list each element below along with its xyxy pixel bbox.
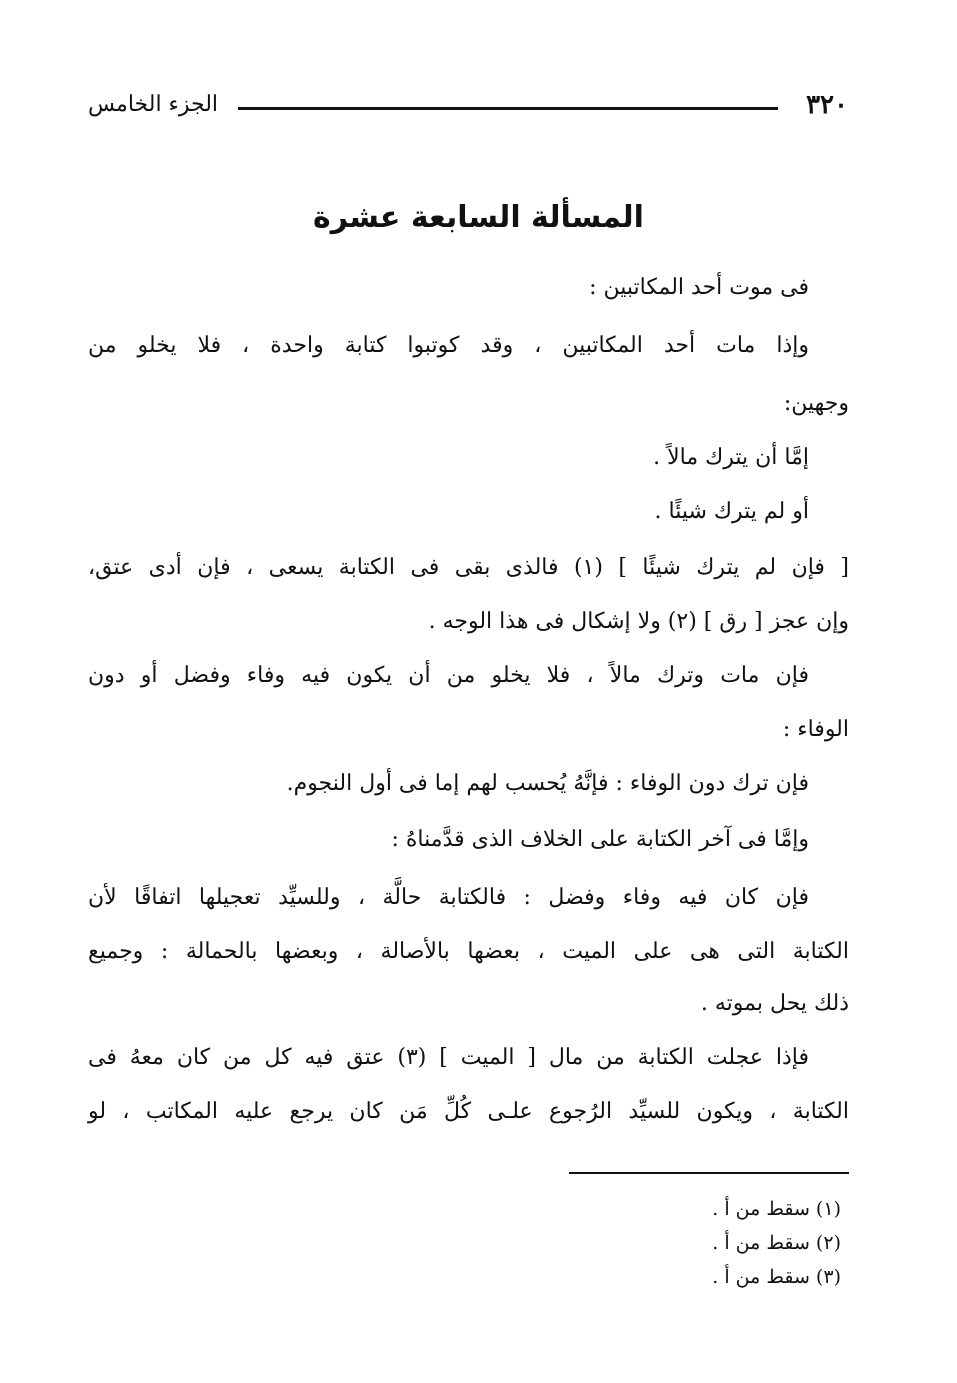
paragraph-line: الكتابة التى هى على الميت ، بعضها بالأصالة ، وبعضها بالحمالة : وجميع	[88, 939, 849, 964]
footnote-rule	[569, 1172, 849, 1174]
paragraph-line: وإمَّا فى آخر الكتابة على الخلاف الذى قدَّمناهُ :	[391, 827, 809, 852]
footnote: (١) سقط من أ .	[712, 1198, 841, 1220]
page-header	[88, 90, 848, 126]
paragraph-line: الوفاء :	[782, 717, 849, 742]
header-rule	[238, 107, 778, 110]
running-title: الجزء الخامس	[88, 92, 219, 117]
section-title: المسألة السابعة عشرة	[313, 200, 644, 235]
paragraph-line: فإن ترك دون الوفاء : فإنَّهُ يُحسب لهم إما فى أول النجوم.	[286, 771, 809, 796]
paragraph-line: وإن عجز [ رق ] (٢) ولا إشكال فى هذا الوجه .	[428, 609, 849, 634]
paragraph-line: فإن مات وترك مالاً ، فلا يخلو من أن يكون فيه وفاء وفضل أو دون	[88, 663, 809, 688]
footnote: (٢) سقط من أ .	[712, 1232, 841, 1254]
paragraph-line: إمَّا أن يترك مالاً .	[653, 445, 809, 470]
paragraph-line: وإذا مات أحد المكاتبين ، وقد كوتبوا كتابة واحدة ، فلا يخلو من	[88, 333, 809, 358]
paragraph-line: الكتابة ، ويكون للسيِّد الرُجوع علـى كُلِّ مَن كان يرجع عليه المكاتب ، لو	[88, 1099, 849, 1124]
footnote: (٣) سقط من أ .	[712, 1266, 841, 1288]
paragraph-line: فإذا عجلت الكتابة من مال [ الميت ] (٣) عتق فيه كل من كان معهُ فى	[88, 1045, 809, 1070]
page-number: ٣٢٠	[806, 90, 848, 120]
paragraph-line: أو لم يترك شيئًا .	[654, 499, 809, 524]
paragraph-line: [ فإن لم يترك شيئًا ] (١) فالذى بقى فى الكتابة يسعى ، فإن أدى عتق،	[88, 555, 849, 580]
paragraph-line: فإن كان فيه وفاء وفضل : فالكتابة حالَّة ، وللسيِّد تعجيلها اتفاقًا لأن	[88, 885, 809, 910]
paragraph-line: ذلك يحل بموته .	[700, 991, 849, 1016]
paragraph-line: وجهين:	[783, 391, 849, 416]
subheading: فى موت أحد المكاتبين :	[589, 275, 809, 300]
